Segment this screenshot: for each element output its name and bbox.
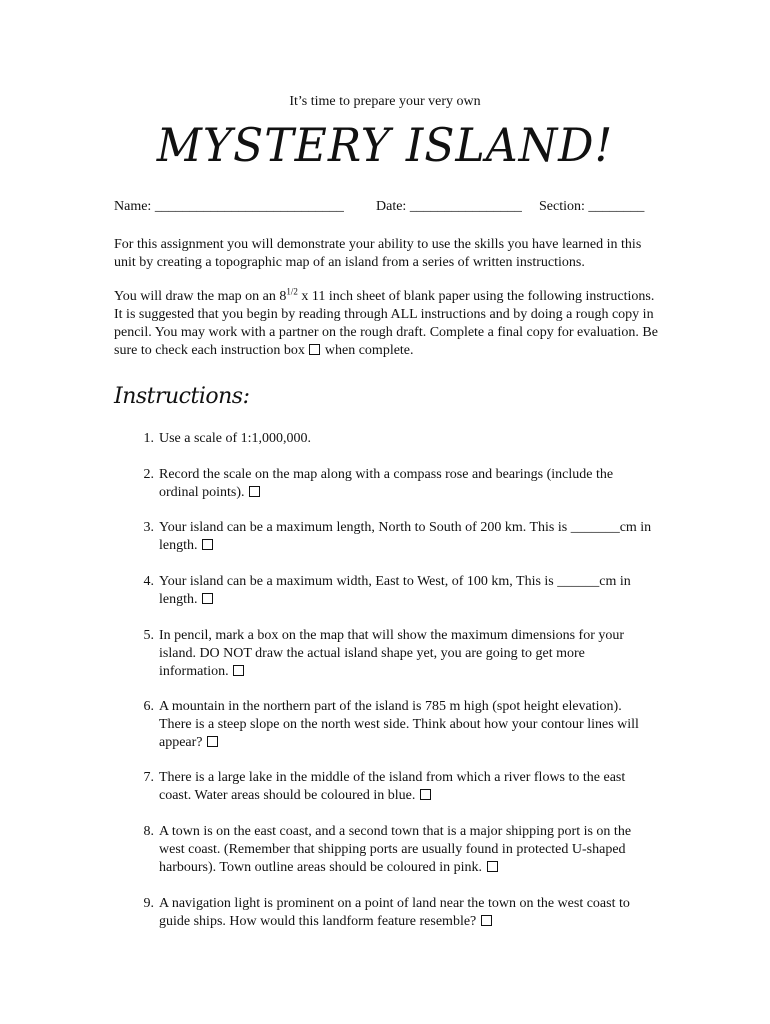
instructions-heading: Instructions: — [114, 384, 250, 409]
instruction-number: 5. — [143, 628, 154, 643]
checkbox-icon[interactable] — [481, 915, 492, 926]
checkbox-icon[interactable] — [487, 861, 498, 872]
paragraph-text: You will draw the map on an 8 — [114, 289, 287, 304]
instruction-number: 6. — [143, 699, 154, 714]
checkbox-icon[interactable] — [420, 789, 431, 800]
assignment-intro-paragraph: For this assignment you will demonstrate your ability to use the skills you have learned in this unit by creating a topographic map of an island from a series of written instructions. — [114, 237, 642, 270]
instruction-number: 3. — [143, 520, 154, 535]
instruction-number: 4. — [143, 574, 154, 589]
intro-line: It’s time to prepare your very own — [289, 94, 481, 109]
checkbox-icon[interactable] — [233, 665, 244, 676]
checkbox-icon[interactable] — [249, 486, 260, 497]
instruction-text: Record the scale on the map along with a compass rose and bearings (include the ordinal points). — [159, 467, 614, 500]
instruction-text: A navigation light is prominent on a point of land near the town on the west coast to guide ships. How would this landform feature resemble? — [159, 896, 630, 929]
paragraph-text: when complete. — [321, 343, 414, 358]
section-field[interactable]: Section: ________ — [539, 199, 645, 214]
instruction-text: A mountain in the northern part of the island is 785 m high (spot height elevation). There is a steep slope on the north west side. Think about how your contour lines will appear? — [159, 699, 639, 750]
instruction-text: There is a large lake in the middle of the island from which a river flows to the east coast. Water areas should be coloured in blue. — [159, 770, 626, 803]
page-title: MYSTERY ISLAND! — [156, 118, 614, 172]
instruction-text: Your island can be a maximum width, East to West, of 100 km, This is ______cm in length. — [159, 574, 631, 607]
instruction-text: A town is on the east coast, and a second town that is a major shipping port is on the west coast. (Remember that shipping ports are usually found in protected U-shaped harbours). Town outline areas should be coloured in pink. — [159, 824, 632, 875]
paper-instructions-paragraph — [114, 288, 664, 360]
fraction-superscript: 1/2 — [286, 286, 298, 297]
instruction-number: 7. — [143, 770, 154, 785]
instruction-number: 1. — [143, 431, 154, 446]
checkbox-icon[interactable] — [202, 593, 213, 604]
instruction-number: 2. — [143, 467, 154, 482]
instruction-number: 8. — [143, 824, 154, 839]
instruction-number: 9. — [143, 896, 154, 911]
instruction-text: Your island can be a maximum length, North to South of 200 km. This is _______cm in length. — [159, 520, 652, 553]
checkbox-icon[interactable] — [202, 539, 213, 550]
checkbox-icon — [309, 344, 320, 355]
instruction-text: Use a scale of 1:1,000,000. — [159, 431, 312, 446]
date-field[interactable]: Date: ________________ — [376, 199, 522, 214]
paragraph-text: x 11 inch sheet of blank paper using the following instructions. It is suggested that you begin by reading through ALL instructions and by doing a rough copy in pencil. You may work with a partner on the rough draft. Complete a final copy for evaluation. Be sure to check each instruction box — [114, 289, 658, 358]
checkbox-icon[interactable] — [207, 736, 218, 747]
name-field[interactable]: Name: ___________________________ — [114, 199, 344, 214]
instruction-text: In pencil, mark a box on the map that will show the maximum dimensions for your island. DO NOT draw the actual island shape yet, you are going to get more information. — [159, 628, 625, 679]
